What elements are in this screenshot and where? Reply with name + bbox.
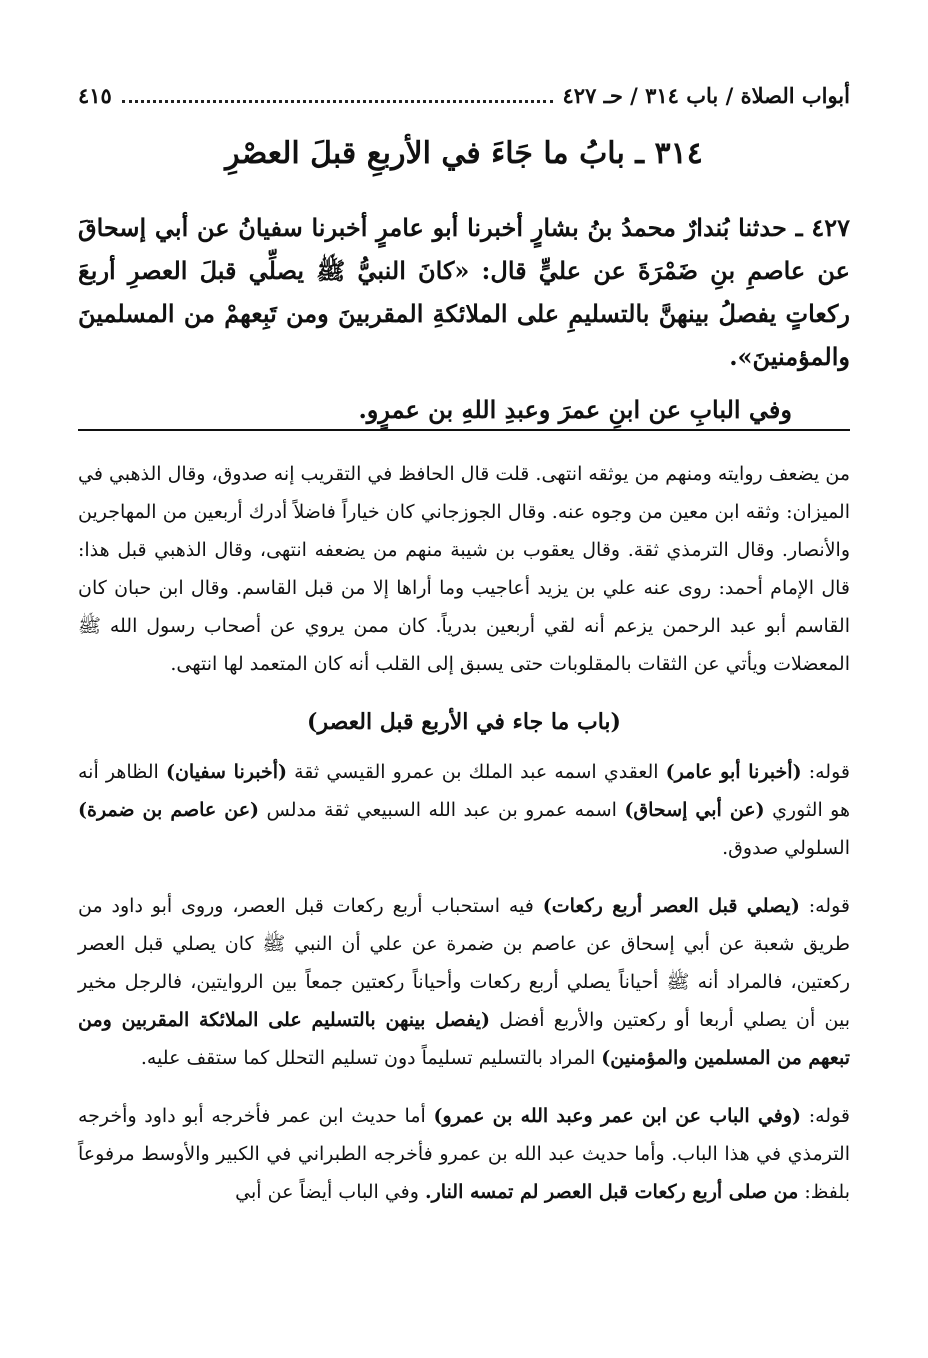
commentary-block [78,455,850,1211]
note-text: الظاهر أنه هو الثوري [78,761,850,821]
quoted-phrase: من صلى أربع ركعات قبل العصر لم تمسه النار. [424,1181,799,1203]
quoted-phrase: (أخبرنا أبو عامر) [665,761,802,783]
commentary-sub-heading: (باب ما جاء في الأربع قبل العصر) [307,709,621,735]
hadith-block [78,206,850,431]
commentary-note [78,753,850,867]
quoted-phrase: (أخبرنا سفيان) [165,761,287,783]
commentary-continuation: من يضعف روايته ومنهم من يوثقه انتهى. قلت قال الحافظ في التقريب إنه صدوق، وقال الذهبي في الميزان: وثقه ابن معين من وجوه عنه. وقال الجوزجاني كان خياراً فاضلاً أدرك أربعين من المهاجرين والأنصار. وقال الترمذي ثقة. وقال يعقوب بن شيبة منهم من يضعفه انتهى، وقال الذهبي قبل هذا: قال الإمام أحمد: روى عنه علي بن يزيد أعاجيب وما أراها إلا من قبل القاسم. وقال ابن حبان كان القاسم أبو عبد الرحمن يزعم أنه لقي أربعين بدرياً. كان ممن يروي عن أصحاب رسول الله ﷺ المعضلات ويأتي عن الثقات بالمقلوبات حتى يسبق إلى القلب أنه كان المتعمد لها انتهى. [78,463,850,675]
note-lead: قوله: [801,761,850,783]
note-text: اسمه عمرو بن عبد الله السبيعي ثقة مدلس [259,799,625,821]
hadith-text: ٤٢٧ ـ حدثنا بُندارٌ محمدُ بنُ بشارٍ أخبرنا أبو عامرٍ أخبرنا سفيانُ عن أبي إسحاقَ عن عاصمِ بنِ ضَمْرَةَ عن عليٍّ قال: «كانَ النبيُّ ﷺ يصلِّي قبلَ العصرِ أربعَ ركعاتٍ يفصلُ بينهنَّ بالتسليمِ على الملائكةِ المقربينَ ومن تَبِعهمْ من المسلمينَ والمؤمنينَ». [78,213,851,371]
note-lead: قوله: [801,1105,850,1127]
note-lead: قوله: [799,895,850,917]
hadith-also-narrated: وفي البابِ عن ابنِ عمرَ وعبدِ اللهِ بن عمرٍو. [358,395,792,424]
book-page [78,78,850,1348]
running-head-title: أبواب الصلاة / باب ٣١٤ / حـ ٤٢٧ [562,82,850,108]
leader-dots [122,99,553,103]
note-text: السلولي صدوق. [722,837,850,859]
page-number: ٤١٥ [78,82,112,108]
commentary-note [78,887,850,1077]
note-text: المراد بالتسليم تسليماً دون تسليم التحلل كما ستقف عليه. [140,1047,602,1069]
quoted-phrase: (عن أبي إسحاق) [624,799,765,821]
footnote-divider [78,429,850,431]
chapter-title: ٣١٤ ـ بابُ ما جَاءَ في الأربعِ قبلَ العصْرِ [225,136,703,171]
commentary-note [78,1097,850,1211]
note-text: العقدي اسمه عبد الملك بن عمرو القيسي ثقة [286,761,666,783]
note-text: فيه استحباب أربع ركعات قبل العصر، وروى أبو داود من طريق شعبة عن أبي إسحاق عن عاصم بن ضمرة عن علي أن النبي ﷺ كان يصلي قبل العصر ركعتين، فالمراد أنه ﷺ أحياناً يصلي أربع ركعات وأحياناً ركعتين جمعاً بين الروايتين، فالرجل مخير بين أن يصلي أربعا أو ركعتين والأربع أفضل [78,895,850,1031]
quoted-phrase: (يفصل بينهن بالتسليم على الملائكة المقربين ومن تبعهم من المسلمين والمؤمنين) [78,1009,850,1069]
quoted-phrase: (يصلي قبل العصر أربع ركعات) [542,895,800,917]
note-text: وفي الباب أيضاً عن أبي [235,1181,425,1203]
quoted-phrase: (عن عاصم بن ضمرة) [78,799,260,821]
quoted-phrase: (وفي الباب عن ابن عمر وعبد الله بن عمرو) [433,1105,802,1127]
note-text: أما حديث ابن عمر فأخرجه أبو داود وأخرجه الترمذي في هذا الباب. وأما حديث عبد الله بن عمرو فأخرجه الطبراني في الكبير والأوسط مرفوعاً بلفظ: [78,1105,850,1203]
running-head [78,78,850,112]
